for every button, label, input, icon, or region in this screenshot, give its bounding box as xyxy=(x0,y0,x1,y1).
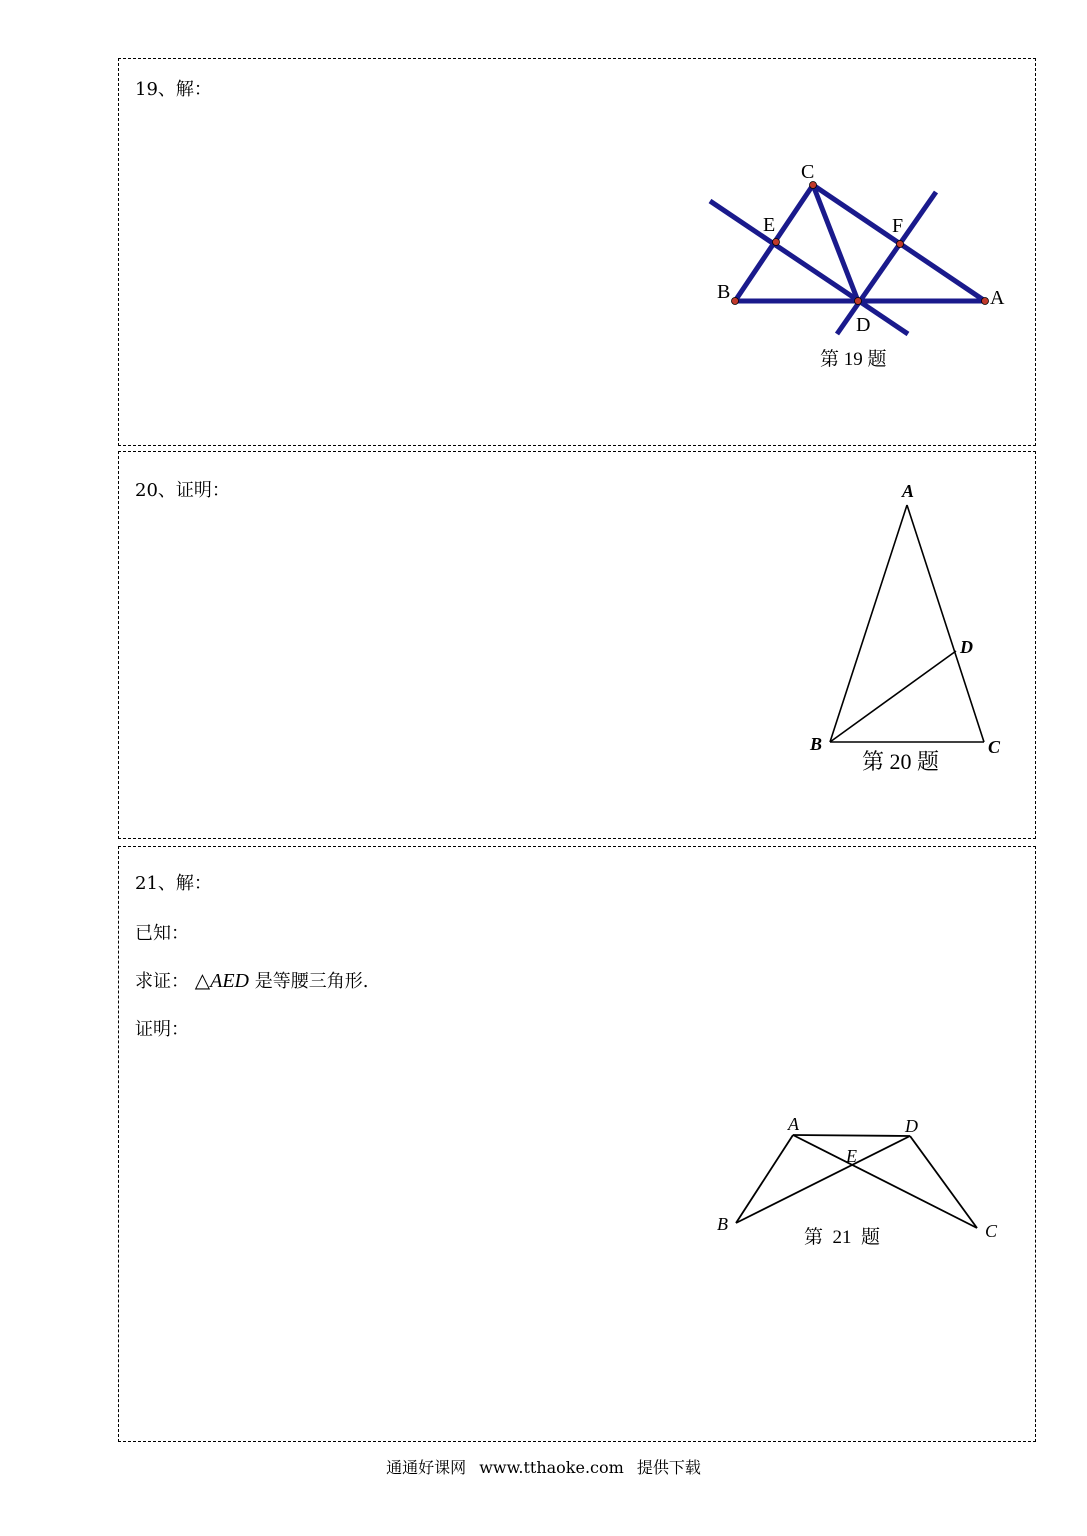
q21-triangle-symbol: △ xyxy=(194,968,211,992)
q19-point-A xyxy=(982,298,989,305)
q19-caption: 第 19 题 xyxy=(820,349,887,370)
q19-point-E xyxy=(773,239,780,246)
q21-line-AD xyxy=(793,1135,910,1136)
q21-caption: 第 21 题 xyxy=(804,1227,881,1248)
q21-line-AB xyxy=(736,1135,793,1223)
q19-label-B: B xyxy=(717,281,731,303)
q21-prove-prefix: 求证： xyxy=(135,971,189,992)
q21-prove-suffix: 是等腰三角形. xyxy=(249,971,369,992)
q21-proof: 证明： xyxy=(135,1019,189,1040)
q20-caption: 第 20 题 xyxy=(862,749,940,774)
q20-label-D: D xyxy=(960,637,973,657)
q21-line-DB xyxy=(736,1136,910,1223)
q20-figure xyxy=(800,475,1020,785)
q19-line-DE xyxy=(710,201,908,334)
footer-site-name: 通通好课网 xyxy=(386,1458,467,1477)
q21-figure xyxy=(700,1105,1020,1255)
q21-label-B: B xyxy=(717,1214,728,1234)
q19-label-A: A xyxy=(990,287,1005,309)
q21-label-C: C xyxy=(985,1221,998,1241)
q19-label-F: F xyxy=(892,215,904,237)
q20-label-C: C xyxy=(988,737,1001,757)
q21-triangle-name: AED xyxy=(210,970,250,992)
q21-label-E: E xyxy=(846,1146,857,1166)
q20-line-AB xyxy=(830,505,907,742)
q19-label-E: E xyxy=(763,214,776,236)
q19-figure xyxy=(700,150,1020,380)
q19-point-D xyxy=(855,298,862,305)
footer-suffix: 提供下载 xyxy=(636,1458,701,1477)
q19-point-B xyxy=(732,298,739,305)
q20-line-BD xyxy=(830,651,956,742)
q20-line-AC xyxy=(907,505,984,742)
q20-heading: 20、证明： xyxy=(135,480,230,501)
q19-heading: 19、解： xyxy=(135,79,212,100)
footer-url[interactable]: www.tthaoke.com xyxy=(479,1458,624,1477)
q21-prove-line xyxy=(135,967,368,993)
q21-known: 已知： xyxy=(135,923,189,944)
footer xyxy=(0,1455,1087,1478)
q19-label-C: C xyxy=(801,161,815,183)
q21-line-DC xyxy=(910,1136,977,1228)
q21-label-D: D xyxy=(905,1116,918,1136)
q19-point-F xyxy=(897,241,904,248)
q21-heading: 21、解： xyxy=(135,873,212,894)
q21-label-A: A xyxy=(788,1114,799,1134)
q20-label-B: B xyxy=(810,734,823,754)
q20-label-A: A xyxy=(902,481,915,501)
q19-label-D: D xyxy=(856,314,871,336)
